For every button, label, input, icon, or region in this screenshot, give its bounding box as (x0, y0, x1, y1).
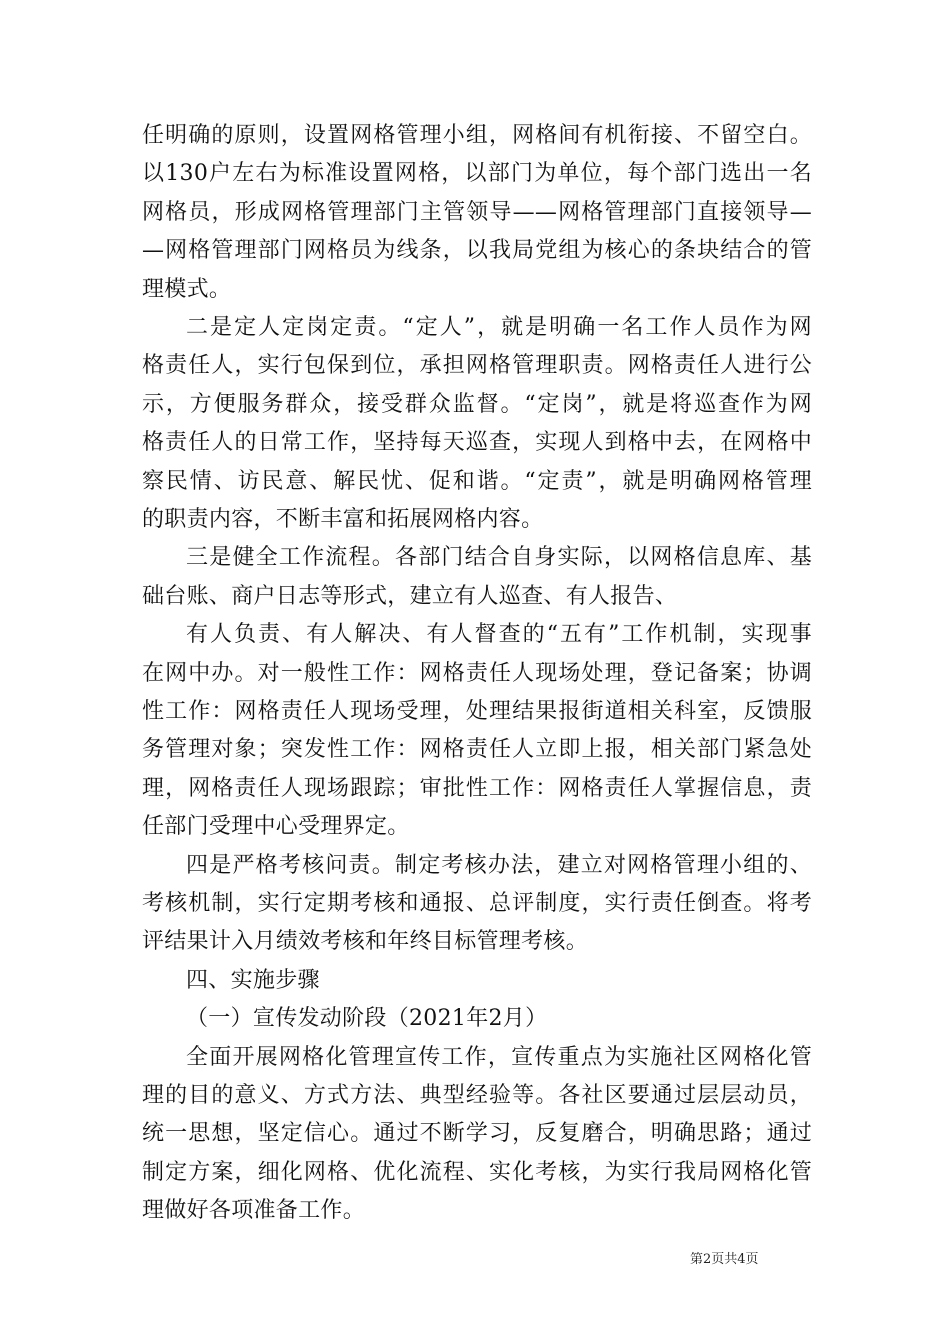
text-line: 统一思想，坚定信心。通过不断学习，反复磨合，明确思路；通过 (142, 1121, 812, 1146)
text-line: 理，网格责任人现场跟踪；审批性工作：网格责任人掌握信息，责 (142, 776, 812, 801)
paragraph-start-line: 四是严格考核问责。制定考核办法，建立对网格管理小组的、 (186, 853, 812, 878)
text-line: —网格管理部门网格员为线条，以我局党组为核心的条块结合的管 (142, 238, 812, 263)
text-line: 示，方便服务群众，接受群众监督。“定岗”，就是将巡查作为网 (142, 392, 812, 417)
text-line: 网格员，形成网格管理部门主管领导——网格管理部门直接领导— (142, 200, 812, 225)
page-number: 第2页共4页 (690, 1252, 759, 1267)
text-line: 察民情、访民意、解民忧、促和谐。“定责”，就是明确网格管理 (142, 469, 812, 494)
text-line: 础台账、商户日志等形式，建立有人巡查、有人报告、 (142, 584, 678, 609)
text-line: 格责任人，实行包保到位，承担网格管理职责。网格责任人进行公 (142, 353, 812, 378)
text-line: 理做好各项准备工作。 (142, 1198, 366, 1223)
text-line: 考核机制，实行定期考核和通报、总评制度，实行责任倒查。将考 (142, 891, 812, 916)
text-line: 评结果计入月绩效考核和年终目标管理考核。 (142, 929, 589, 954)
text-line: 制定方案，细化网格、优化流程、实化考核，为实行我局网格化管 (142, 1160, 812, 1185)
text-line: 理的目的意义、方式方法、典型经验等。各社区要通过层层动员， (142, 1083, 812, 1108)
paragraph-start-line: 有人负责、有人解决、有人督查的“五有”工作机制，实现事 (186, 622, 812, 647)
text-line: 务管理对象；突发性工作：网格责任人立即上报，相关部门紧急处 (142, 737, 812, 762)
section-heading: 四、实施步骤 (186, 968, 320, 993)
text-line: 性工作：网格责任人现场受理，处理结果报街道相关科室，反馈服 (142, 699, 812, 724)
text-line: 格责任人的日常工作，坚持每天巡查，实现人到格中去，在网格中 (142, 430, 812, 455)
paragraph-start-line: 全面开展网格化管理宣传工作，宣传重点为实施社区网格化管 (186, 1045, 812, 1070)
subsection-heading: （一）宣传发动阶段（2021年2月） (186, 1006, 548, 1031)
paragraph-start-line: 二是定人定岗定责。“定人”，就是明确一名工作人员作为网 (186, 315, 812, 340)
text-line: 任明确的原则，设置网格管理小组，网格间有机衔接、不留空白。 (142, 123, 812, 148)
paragraph-start-line: 三是健全工作流程。各部门结合自身实际，以网格信息库、基 (186, 545, 812, 570)
text-line: 以130户左右为标准设置网格，以部门为单位，每个部门选出一名 (142, 161, 812, 186)
text-line: 理模式。 (142, 277, 232, 302)
text-line: 任部门受理中心受理界定。 (142, 814, 410, 839)
text-line: 的职责内容，不断丰富和拓展网格内容。 (142, 507, 544, 532)
text-line: 在网中办。对一般性工作：网格责任人现场处理，登记备案；协调 (142, 661, 812, 686)
